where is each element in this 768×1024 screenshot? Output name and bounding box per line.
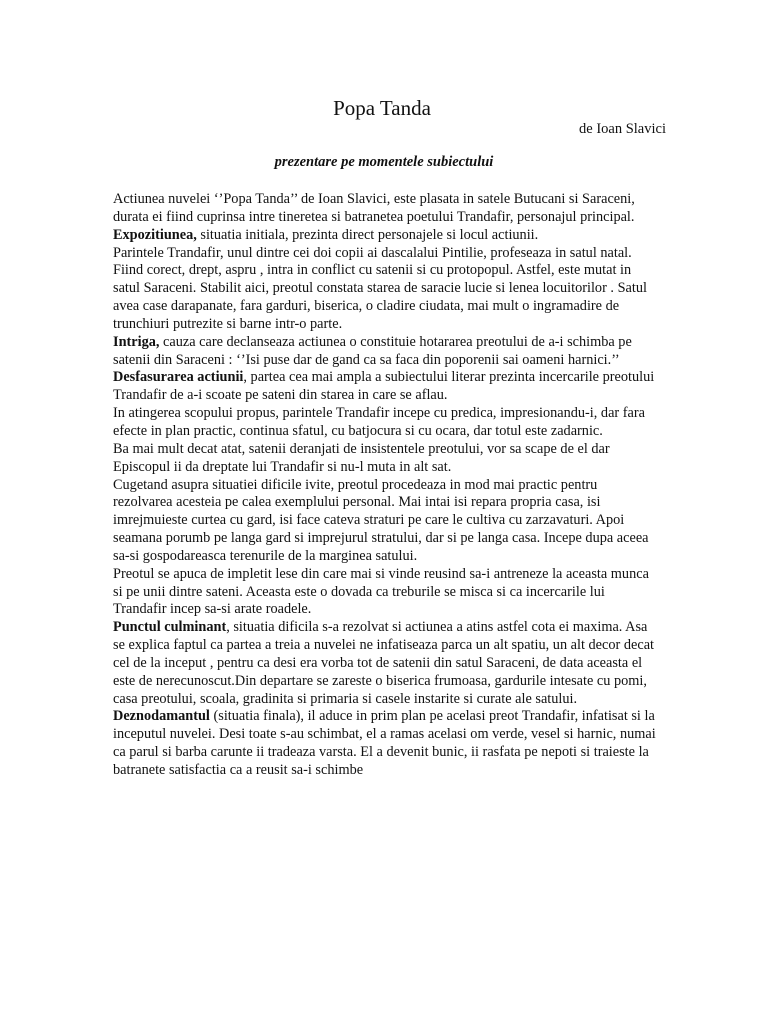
paragraph-text: In atingerea scopului propus, parintele Trandafir incepe cu predica, impresionandu-i, dar fara efecte in plan practic, continua sfatul, cu batjocura si cu ocara, dar totul este zadarnic. xyxy=(113,405,645,439)
paragraph xyxy=(113,477,658,566)
paragraph-lead: Intriga, xyxy=(113,333,160,350)
paragraph-text: Parintele Trandafir, unul dintre cei doi copii ai dascalalui Pintilie, profeseaza in satul natal. Fiind corect, drept, aspru , intra in conflict cu satenii si cu protopopul. Astfel, este mutat in satul Saraceni. Stabilit aici, preotul constata starea de saracie lucie si lenea locuitorilor . Satul avea case darapanate, fara garduri, biserica, o cladire ciudata, mai mult o ingramadire de trunchiuri putrezite si barne intr-o parte. xyxy=(113,244,647,332)
paragraph xyxy=(113,619,658,708)
paragraph-lead: Expozitiunea, xyxy=(113,226,197,243)
document-title: Popa Tanda xyxy=(333,96,431,120)
paragraph-text: Preotul se apuca de impletit lese din care mai si vinde reusind sa-i antreneze la aceasta munca si pe unii dintre sateni. Aceasta este o dovada ca treburile se misca si ca incercarile lui Trandafir incep sa-si arate roadele. xyxy=(113,565,649,618)
paragraph-text: , situatia dificila s-a rezolvat si actiunea a atins astfel cota ei maxima. Asa se explica faptul ca partea a treia a nuvelei ne infatiseaza parca un alt spatiu, un alt decor decat cel de la inceput , pentru ca desi era vorba tot de satenii din satul Saraceni, de data aceasta el este de nerecunoscut.Din departare se zareste o biserica frumoasa, gardurile intesate cu pomi, casa preotului, scoala, gradinita si primaria si casele instarite si curate ale satului. xyxy=(113,619,655,707)
paragraph-lead: Deznodamantul xyxy=(113,708,210,725)
paragraph-text: , partea cea mai ampla a subiectului literar prezinta incercarile preotului Trandafir de a-i scoate pe sateni din starea in care se aflau. xyxy=(113,369,655,404)
body-text xyxy=(113,191,658,780)
paragraph-text: Ba mai mult decat atat, satenii deranjati de insistentele preotului, vor sa scape de el dar Episcopul ii da dreptate lui Trandafir si nu-l muta in alt sat. xyxy=(113,440,610,475)
paragraph xyxy=(113,227,658,245)
paragraph xyxy=(113,708,658,779)
paragraph-lead: Punctul culminant xyxy=(113,619,227,636)
paragraph-text: cauza care declanseaza actiunea o constituie hotararea preotului de a-i schimba pe satenii din Saraceni : ‘’Isi puse dar de gand ca sa faca din poporenii sai oameni harnici.’’ xyxy=(113,333,632,368)
paragraph-lead: Desfasurarea actiunii xyxy=(113,369,244,386)
paragraph-text: (situatia finala), il aduce in prim plan pe acelasi preot Trandafir, infatisat si la inceputul nuvelei. Desi toate s-au schimbat, el a ramas acelasi om verde, vesel si harnic, numai ca parul si barba carunte ii tradeaza varsta. El a devenit bunic, ii rasfata pe nepoti si traieste la batranete satisfactia ca a reusit sa-i schimbe xyxy=(113,708,656,778)
paragraph xyxy=(113,441,658,477)
paragraph-text: situatia initiala, prezinta direct personajele si locul actiunii. xyxy=(196,226,539,243)
paragraph xyxy=(113,191,658,227)
document-subtitle: prezentare pe momentele subiectului xyxy=(274,154,494,170)
paragraph xyxy=(113,245,658,334)
paragraph-text: Actiunea nuvelei ‘’Popa Tanda’’ de Ioan Slavici, este plasata in satele Butucani si Saraceni, durata ei fiind cuprinsa intre tineretea si batranetea poetului Trandafir, personajul principal. xyxy=(113,191,635,225)
paragraph xyxy=(113,369,658,405)
paragraph-text: Cugetand asupra situatiei dificile ivite, preotul procedeaza in mod mai practic pentru rezolvarea acesteia pe calea exemplului personal. Mai intai isi repara propria casa, isi imrejmuieste curtea cu gard, isi face cateva straturi pe care le cultiva cu zarzavaturi. Apoi seamana porumb pe langa gard si imprejurul stratului, dar si pe langa casa. Incepe dupa aceea sa-si gospodareasca terenurile de la marginea satului. xyxy=(113,476,649,564)
paragraph xyxy=(113,566,658,620)
paragraph xyxy=(113,405,658,441)
author-line: de Ioan Slavici xyxy=(579,121,666,137)
paragraph xyxy=(113,334,658,370)
